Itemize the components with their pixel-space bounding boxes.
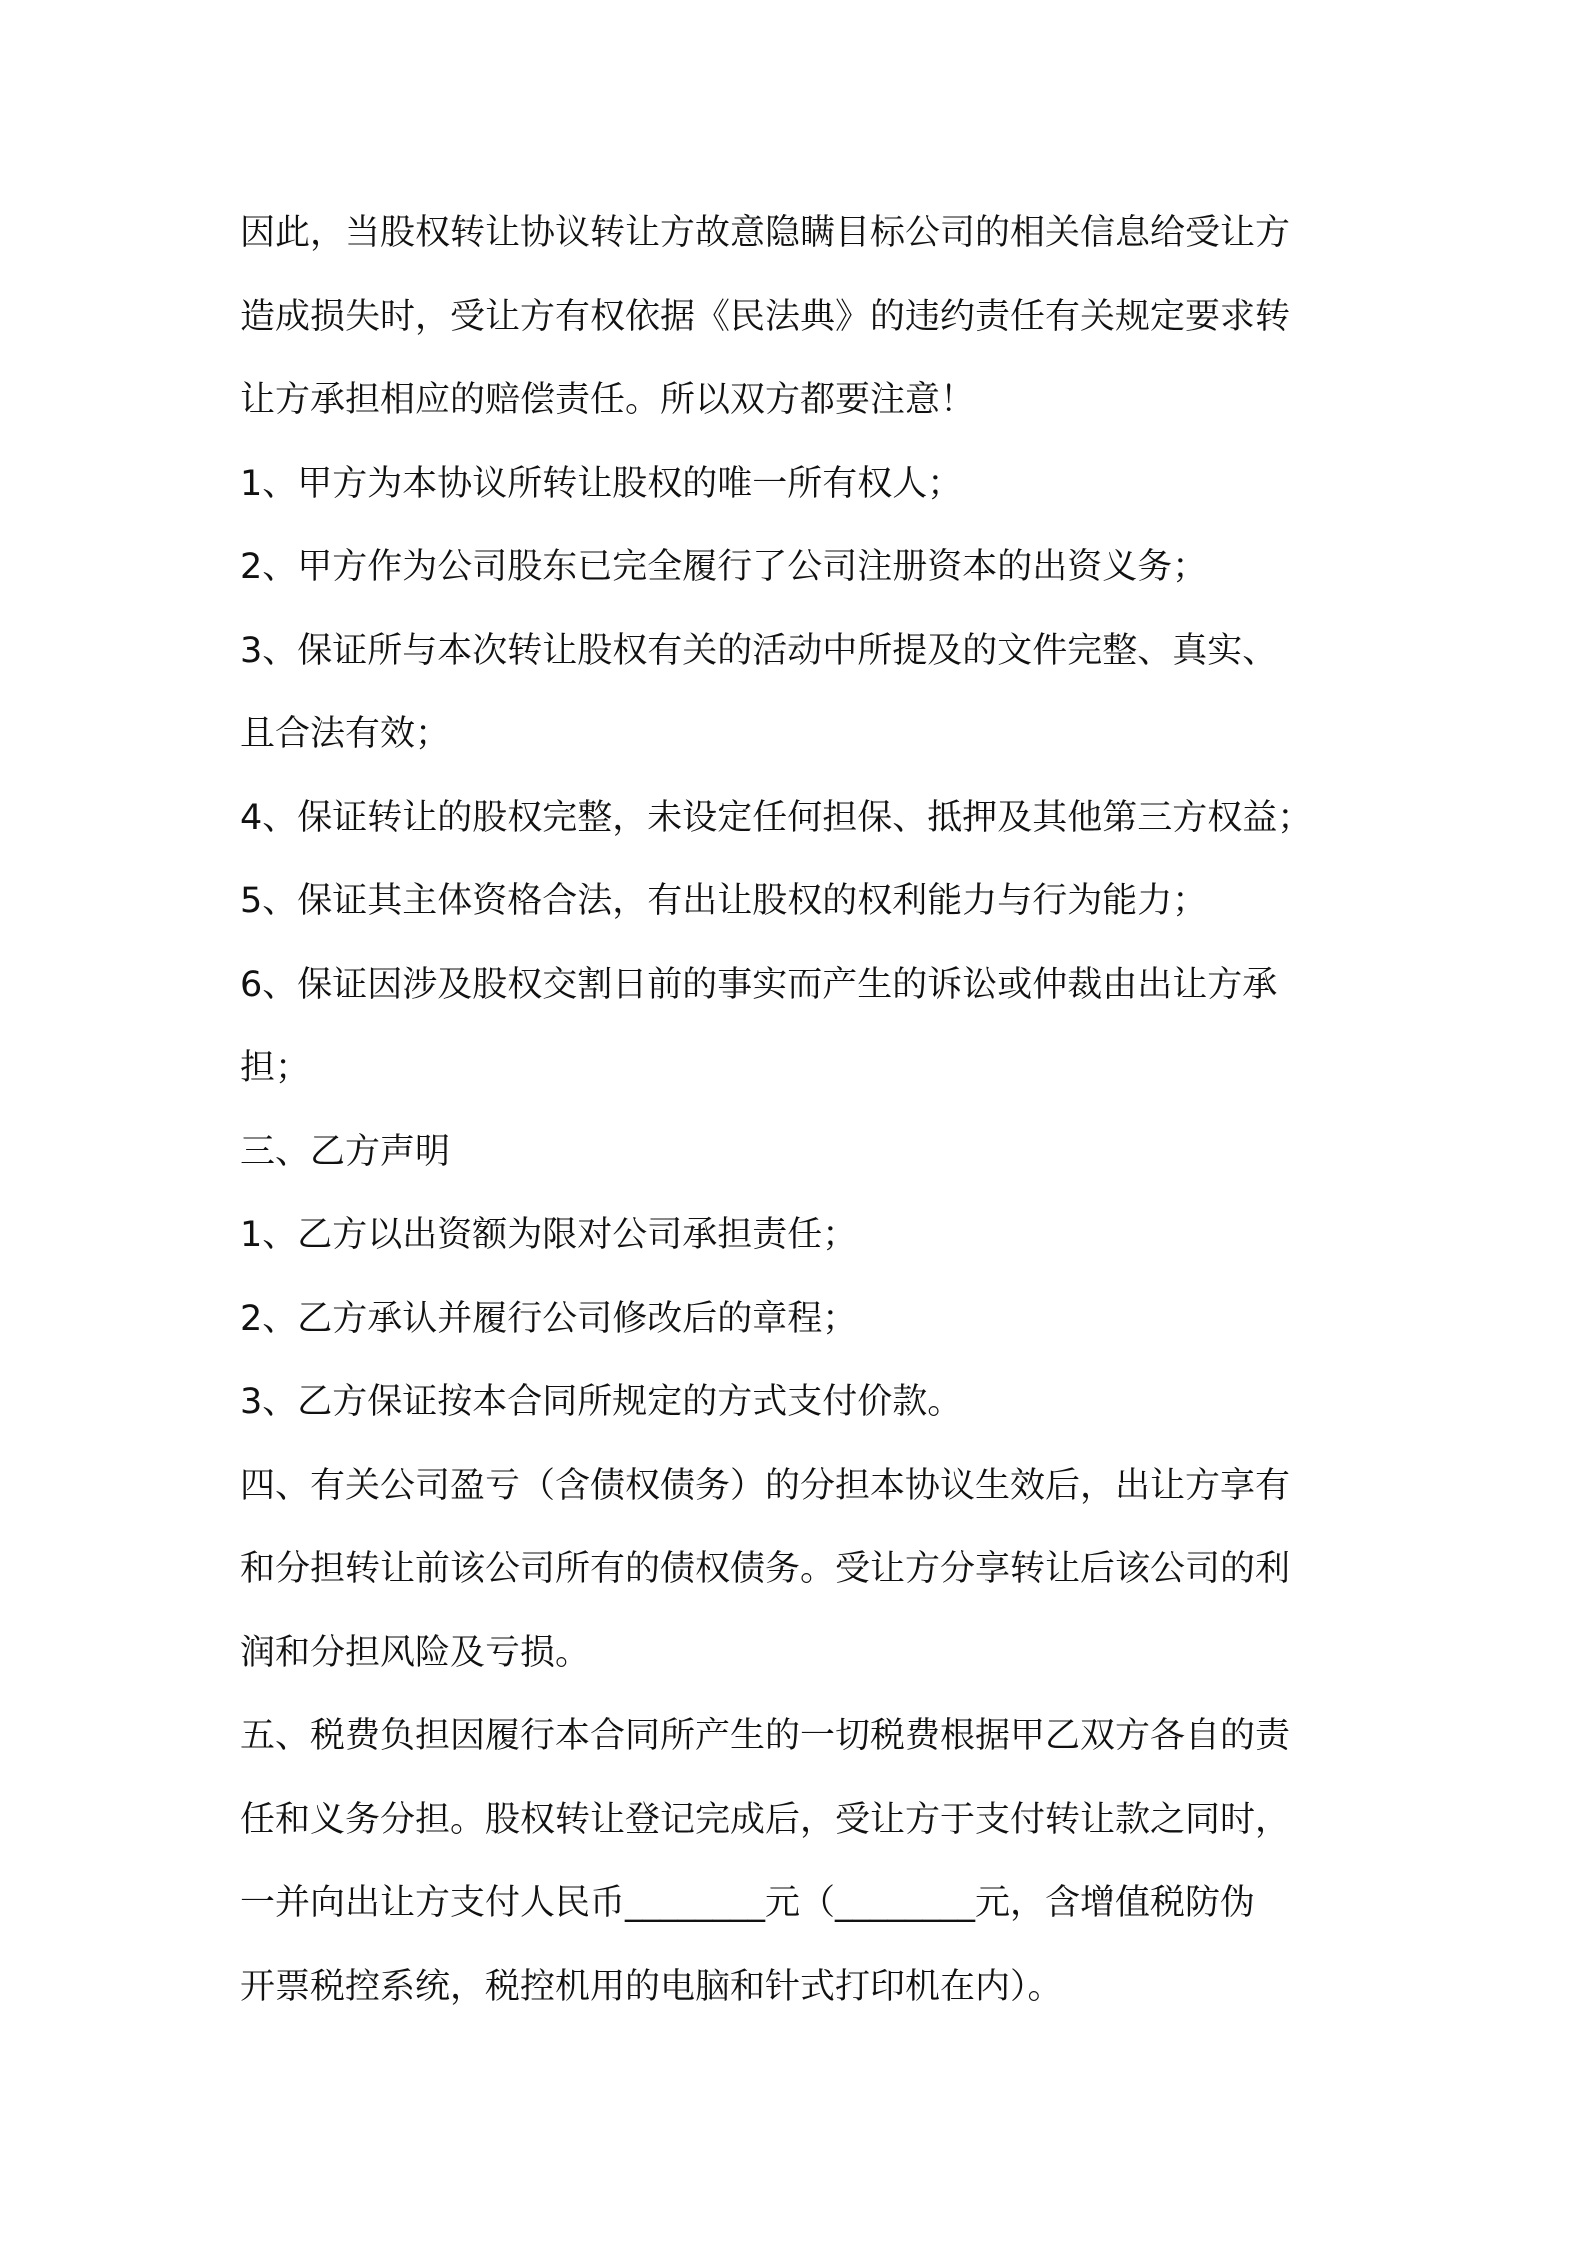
text-line: 五、税费负担因履行本合同所产生的一切税费根据甲乙双方各自的责	[240, 1716, 1291, 1756]
list-item-a6	[240, 944, 1370, 1111]
text-line: 担；	[240, 1048, 311, 1088]
text-line: 3、保证所与本次转让股权有关的活动中所提及的文件完整、真实、	[240, 630, 1278, 671]
text-line: 四、有关公司盈亏（含债权债务）的分担本协议生效后，出让方享有	[240, 1465, 1291, 1506]
text-line: 3、乙方保证按本合同所规定的方式支付价款。	[240, 1382, 963, 1422]
text-line: 因此，当股权转让协议转让方故意隐瞒目标公司的相关信息给受让方	[240, 213, 1291, 253]
text-line: 任和义务分担。股权转让登记完成后，受让方于支付转让款之同时，	[240, 1799, 1291, 1840]
text-line: 三、乙方声明	[240, 1131, 451, 1172]
text-line: 润和分担风险及亏损。	[240, 1632, 591, 1673]
list-item-b1	[240, 1194, 1370, 1278]
text-line: 且合法有效；	[240, 714, 451, 754]
text-line: 2、乙方承认并履行公司修改后的章程；	[240, 1298, 858, 1339]
text-line: 一并向出让方支付人民币________元（________元，含增值税防伪	[240, 1883, 1256, 1923]
list-item-a1	[240, 443, 1370, 527]
list-item-b3	[240, 1361, 1370, 1445]
document-body	[240, 192, 1370, 2029]
list-item-a4	[240, 777, 1370, 861]
list-item-a3	[240, 610, 1370, 777]
section-heading-3	[240, 1111, 1370, 1195]
paragraph-intro	[240, 192, 1370, 443]
text-line: 让方承担相应的赔偿责任。所以双方都要注意！	[240, 380, 976, 420]
text-line: 1、乙方以出资额为限对公司承担责任；	[240, 1215, 858, 1255]
text-line: 造成损失时，受让方有权依据《民法典》的违约责任有关规定要求转	[240, 296, 1291, 337]
text-line: 5、保证其主体资格合法，有出让股权的权利能力与行为能力；	[240, 881, 1208, 921]
section-4-paragraph	[240, 1445, 1370, 1696]
list-item-a2	[240, 526, 1370, 610]
text-line: 6、保证因涉及股权交割日前的事实而产生的诉讼或仲裁由出让方承	[240, 964, 1278, 1005]
list-item-a5	[240, 860, 1370, 944]
text-line: 4、保证转让的股权完整，未设定任何担保、抵押及其他第三方权益；	[240, 797, 1313, 838]
text-line: 和分担转让前该公司所有的债权债务。受让方分享转让后该公司的利	[240, 1549, 1291, 1589]
list-item-b2	[240, 1278, 1370, 1362]
text-line: 2、甲方作为公司股东已完全履行了公司注册资本的出资义务；	[240, 547, 1208, 587]
section-5-paragraph	[240, 1695, 1370, 2029]
text-line: 1、甲方为本协议所转让股权的唯一所有权人；	[240, 463, 963, 504]
text-line: 开票税控系统，税控机用的电脑和针式打印机在内）。	[240, 1966, 1063, 2007]
